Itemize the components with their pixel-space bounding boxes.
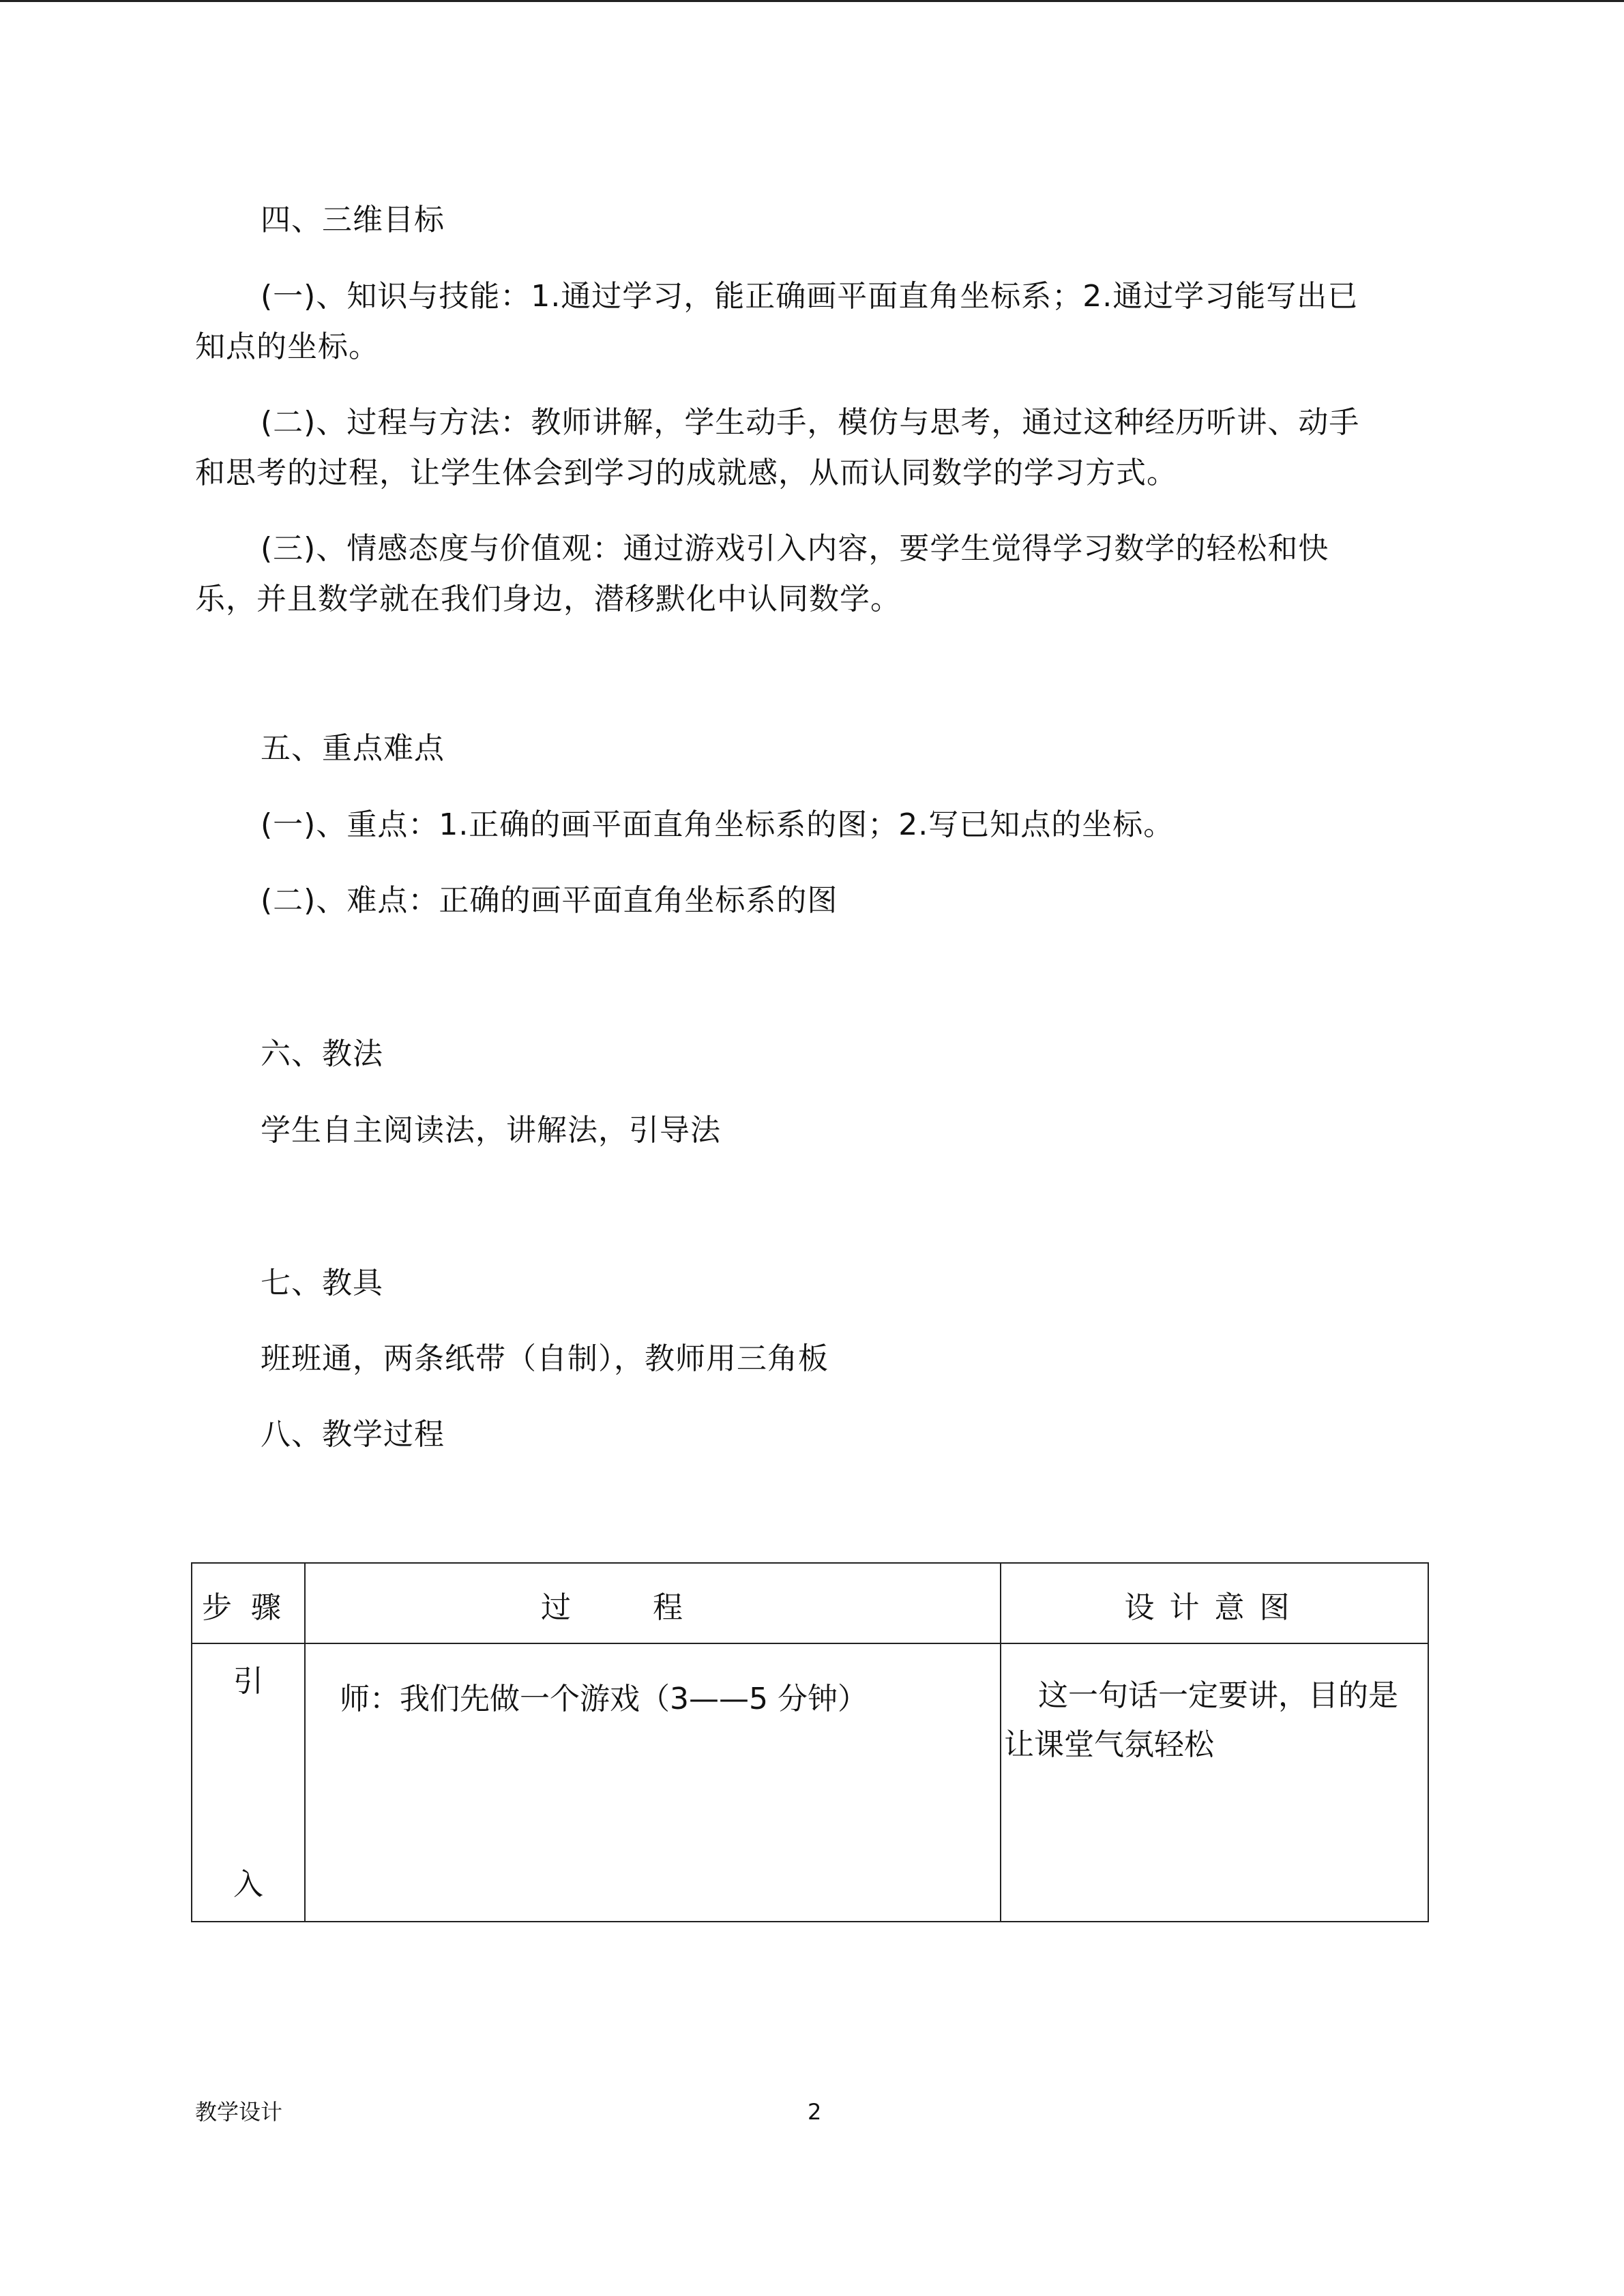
- top-border-line: [0, 0, 1624, 2]
- keypoints-item-difficulty: (二)、难点：正确的画平面直角坐标系的图: [261, 883, 838, 918]
- keypoints-item-focus: (一)、重点：1.正确的画平面直角坐标系的图；2.写已知点的坐标。: [261, 807, 1175, 842]
- footer-page-number: 2: [808, 2099, 822, 2125]
- header-step: 步 骤: [192, 1563, 305, 1643]
- footer-doc-name: 教学设计: [195, 2099, 283, 2125]
- goals-item-process-line1: (二)、过程与方法：教师讲解，学生动手，模仿与思考，通过这种经历听讲、动手: [261, 405, 1360, 440]
- process-table: [191, 1562, 1429, 1922]
- goals-item-knowledge-line2: 知点的坐标。: [195, 329, 379, 364]
- intent-cell: [1001, 1643, 1428, 1922]
- goals-heading: 四、三维目标: [261, 203, 445, 237]
- methods-text: 学生自主阅读法，讲解法，引导法: [261, 1113, 721, 1148]
- goals-item-knowledge-line1: (一)、知识与技能：1.通过学习，能正确画平面直角坐标系；2.通过学习能写出已: [261, 279, 1359, 314]
- process-heading: 八、教学过程: [261, 1417, 445, 1452]
- intent-text: 这一句话一定要讲，目的是让课堂气氛轻松: [1004, 1678, 1398, 1762]
- table-header-row: [192, 1563, 1428, 1643]
- keypoints-heading: 五、重点难点: [261, 731, 445, 766]
- tools-heading: 七、教具: [261, 1266, 383, 1300]
- header-intent: 设计意图: [1001, 1563, 1428, 1643]
- step-cell: [192, 1643, 305, 1922]
- tools-text: 班班通，两条纸带（自制），教师用三角板: [261, 1341, 829, 1376]
- methods-heading: 六、教法: [261, 1037, 383, 1071]
- step-label-top: 引: [233, 1664, 263, 1699]
- table-row: [192, 1643, 1428, 1922]
- process-cell: 师：我们先做一个游戏（3——5 分钟）: [305, 1643, 1001, 1922]
- goals-item-process-line2: 和思考的过程，让学生体会到学习的成就感，从而认同数学的学习方式。: [195, 456, 1177, 490]
- header-process: 过程: [305, 1563, 1001, 1643]
- goals-item-attitude-line2: 乐，并且数学就在我们身边，潜移默化中认同数学。: [195, 582, 901, 616]
- goals-item-attitude-line1: (三)、情感态度与价值观：通过游戏引入内容，要学生觉得学习数学的轻松和快: [261, 531, 1329, 566]
- step-label-bottom: 入: [233, 1867, 263, 1902]
